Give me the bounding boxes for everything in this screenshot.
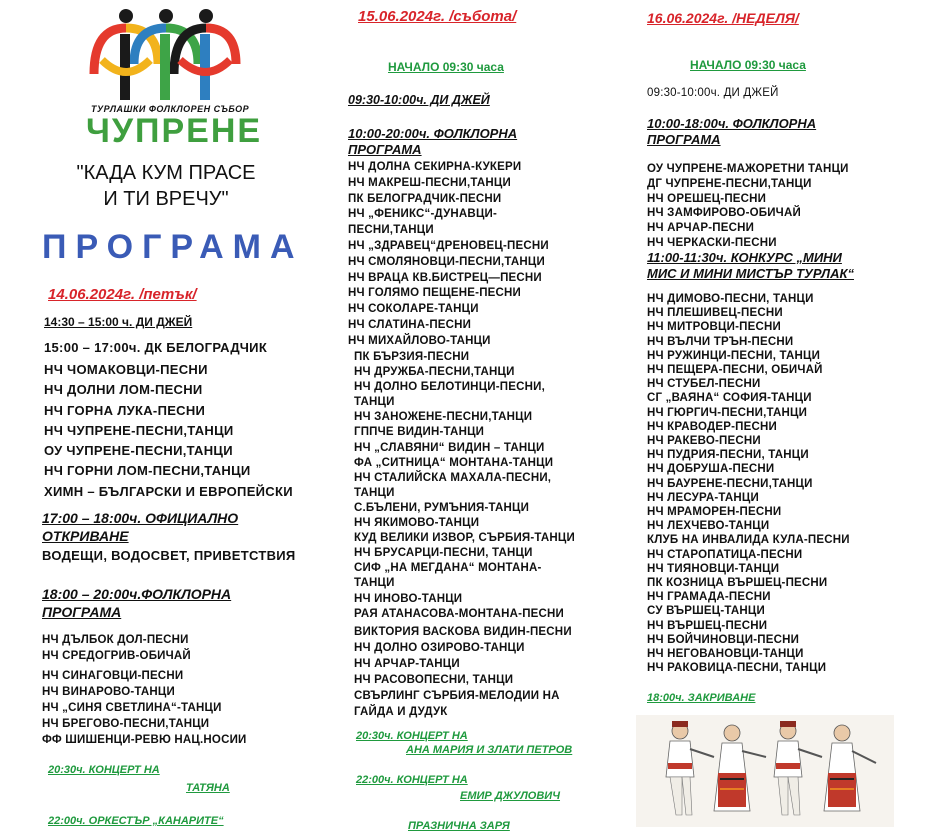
day1-orchestra: 22:00ч. ОРКЕСТЪР „КАНАРИТЕ“ (48, 815, 224, 827)
list-item: НЧ РУЖИНЦИ-ПЕСНИ, ТАНЦИ (647, 349, 821, 362)
folk-dancers-icon (636, 715, 894, 827)
list-item: НЧ БРЕГОВО-ПЕСНИ,ТАНЦИ (42, 718, 210, 730)
list-item: НЧ ПЕЩЕРА-ПЕСНИ, ОБИЧАЙ (647, 364, 823, 377)
program-title: ПРОГРАМА (42, 228, 304, 266)
folk-dancers-illustration (636, 715, 894, 827)
list-item: НЧ ДОБРУША-ПЕСНИ (647, 463, 775, 476)
list-item: НЧ ИНОВО-ТАНЦИ (354, 592, 463, 605)
list-item: НЧ ДОЛНА СЕКИРНА-КУКЕРИ (348, 161, 522, 173)
list-item: НЧ ПЛЕШИВЕЦ-ПЕСНИ (647, 307, 783, 320)
list-item: НЧ СЛАТИНА-ПЕСНИ (348, 318, 472, 331)
list-item: НЧ СТАРОПАТИЦА-ПЕСНИ (647, 548, 803, 561)
list-item: КУД ВЕЛИКИ ИЗВОР, СЪРБИЯ-ТАНЦИ (354, 532, 575, 545)
day1-opening-heading-2: ОТКРИВАНЕ (42, 528, 129, 544)
day3-contest-1: 11:00-11:30ч. КОНКУРС „МИНИ (647, 250, 842, 265)
day1-folk-list-a (42, 632, 191, 664)
list-item: НЧ ДОЛНО ОЗИРОВО-ТАНЦИ (354, 642, 525, 654)
list-item: НЧ ГОРНА ЛУКА-ПЕСНИ (44, 402, 206, 418)
list-item: НЧ ВИНАРОВО-ТАНЦИ (42, 686, 175, 698)
dancers-logo-icon (80, 4, 250, 104)
list-item: НЧ РАКОВИЦА-ПЕСНИ, ТАНЦИ (647, 662, 827, 675)
logo-subtitle: ТУРЛАШКИ ФОЛКЛОРЕН СЪБОР (91, 104, 250, 114)
list-item: НЧ РАКЕВО-ПЕСНИ (647, 435, 761, 448)
day2-folk-heading-1: 10:00-20:00ч. ФОЛКЛОРНА (348, 126, 518, 141)
day2-date: 15.06.2024г. /събота/ (358, 8, 517, 25)
list-item: НЧ ВЪРШЕЦ-ПЕСНИ (647, 619, 768, 632)
list-item: НЧ ДЪЛБОК ДОЛ-ПЕСНИ (42, 634, 189, 646)
day2-concert1-1: 20:30ч. КОНЦЕРТ НА (356, 730, 468, 742)
day3-folk-heading-2: ПРОГРАМА (647, 132, 721, 147)
day2-fireworks: ПРАЗНИЧНА ЗАРЯ (408, 820, 510, 832)
list-item: НЧ ДОЛНИ ЛОМ-ПЕСНИ (44, 382, 203, 398)
list-item: ВИКТОРИЯ ВАСКОВА ВИДИН-ПЕСНИ (354, 626, 572, 638)
list-item: НЧ БРУСАРЦИ-ПЕСНИ, ТАНЦИ (354, 547, 533, 560)
list-item: ПК КОЗНИЦА ВЪРШЕЦ-ПЕСНИ (647, 577, 828, 590)
list-item: НЧ ЗАМФИРОВО-ОБИЧАЙ (647, 207, 801, 220)
list-item: НЧ ГОРНИ ЛОМ-ПЕСНИ,ТАНЦИ (44, 463, 251, 479)
list-item: СГ „ВАЯНА“ СОФИЯ-ТАНЦИ (647, 392, 812, 405)
list-item: ХИМН – БЪЛГАРСКИ И ЕВРОПЕЙСКИ (44, 483, 293, 499)
list-item: НЧ СРЕДОГРИВ-ОБИЧАЙ (42, 650, 191, 662)
day1-folk-list-b (42, 668, 247, 748)
list-item: НЧ МРАМОРЕН-ПЕСНИ (647, 506, 782, 519)
list-item: СИФ „НА МЕГДАНА“ МОНТАНА- (354, 562, 542, 575)
day3-dj: 09:30-10:00ч. ДИ ДЖЕЙ (647, 87, 779, 99)
day2-folk-heading-2: ПРОГРАМА (348, 142, 422, 157)
list-item: НЧ ВРАЦА КВ.БИСТРЕЦ—ПЕСНИ (348, 271, 542, 284)
list-item: НЧ МИХАЙЛОВО-ТАНЦИ (348, 334, 491, 347)
day1-dj: 14:30 – 15:00 ч. ДИ ДЖЕЙ (44, 315, 193, 329)
list-item: НЧ ЧОМАКОВЦИ-ПЕСНИ (44, 362, 208, 377)
day1-opening-desc: ВОДЕЩИ, ВОДОСВЕТ, ПРИВЕТСТВИЯ (42, 548, 296, 563)
list-item: НЧ ЧУПРЕНЕ-ПЕСНИ,ТАНЦИ (44, 422, 234, 438)
list-item: СУ ВЪРШЕЦ-ТАНЦИ (647, 605, 765, 618)
list-item: ФА „СИТНИЦА“ МОНТАНА-ТАНЦИ (354, 456, 554, 469)
list-item: ДГ ЧУПРЕНЕ-ПЕСНИ,ТАНЦИ (647, 177, 812, 190)
list-item: НЧ ОРЕШЕЦ-ПЕСНИ (647, 192, 767, 205)
list-item: НЧ ВЪЛЧИ ТРЪН-ПЕСНИ (647, 335, 794, 348)
list-item: НЧ „СЛАВЯНИ“ ВИДИН – ТАНЦИ (354, 441, 545, 454)
list-item: НЧ СИНАГОВЦИ-ПЕСНИ (42, 670, 184, 682)
list-item: НЧ СТУБЕЛ-ПЕСНИ (647, 378, 761, 391)
day2-list-a (348, 160, 549, 350)
list-item: НЧ СТАЛИЙСКА МАХАЛА-ПЕСНИ, (354, 471, 552, 484)
list-item: НЧ АРЧАР-ТАНЦИ (354, 658, 460, 670)
day3-contest-2: МИС И МИНИ МИСТЪР ТУРЛАК“ (647, 266, 854, 281)
festival-logo (80, 4, 250, 104)
list-item: НЧ НЕГОВАНОВЦИ-ТАНЦИ (647, 648, 804, 661)
list-item: НЧ СОКОЛАРЕ-ТАНЦИ (348, 303, 479, 316)
day2-start: НАЧАЛО 09:30 часа (388, 60, 504, 74)
list-item: НЧ ТИЯНОВЦИ-ТАНЦИ (647, 562, 780, 575)
day3-list-a (647, 162, 849, 251)
list-item: ПЕСНИ,ТАНЦИ (348, 224, 434, 237)
list-item: НЧ РАСОВОПЕСНИ, ТАНЦИ (354, 674, 514, 686)
list-item: НЧ ЯКИМОВО-ТАНЦИ (354, 517, 480, 530)
day2-concert1-2: АНА МАРИЯ И ЗЛАТИ ПЕТРОВ (406, 744, 573, 756)
list-item: ГППЧЕ ВИДИН-ТАНЦИ (354, 426, 485, 439)
list-item: НЧ ГЮРГИЧ-ПЕСНИ,ТАНЦИ (647, 406, 808, 419)
day1-block1-first: 15:00 – 17:00ч. ДК БЕЛОГРАДЧИК (44, 340, 268, 355)
list-item: НЧ ГОЛЯМО ПЕЩЕНЕ-ПЕСНИ (348, 287, 522, 300)
list-item: КЛУБ НА ИНВАЛИДА КУЛА-ПЕСНИ (647, 534, 850, 547)
list-item: НЧ ГРАМАДА-ПЕСНИ (647, 591, 771, 604)
list-item: НЧ „СИНЯ СВЕТЛИНА“-ТАНЦИ (42, 702, 222, 714)
day1-date: 14.06.2024г. /петък/ (48, 286, 197, 303)
list-item: НЧ ЛЕСУРА-ТАНЦИ (647, 491, 759, 504)
list-item: НЧ ДИМОВО-ПЕСНИ, ТАНЦИ (647, 293, 814, 305)
slogan-line-1: "КАДА КУМ ПРАСЕ (76, 162, 256, 184)
list-item: НЧ ЗАНОЖЕНЕ-ПЕСНИ,ТАНЦИ (354, 411, 533, 424)
day2-concert2-1: 22:00ч. КОНЦЕРТ НА (356, 774, 468, 786)
list-item: НЧ ПУДРИЯ-ПЕСНИ, ТАНЦИ (647, 449, 809, 462)
day3-folk-heading-1: 10:00-18:00ч. ФОЛКЛОРНА (647, 116, 817, 131)
list-item: НЧ ДРУЖБА-ПЕСНИ,ТАНЦИ (354, 366, 515, 379)
list-item: НЧ „ЗДРАВЕЦ“ДРЕНОВЕЦ-ПЕСНИ (348, 239, 549, 252)
list-item: ПК БЪРЗИЯ-ПЕСНИ (354, 351, 470, 363)
day1-block1-list (44, 360, 293, 502)
list-item: С.БЪЛЕНИ, РУМЪНИЯ-ТАНЦИ (354, 501, 530, 514)
list-item: НЧ „ФЕНИКС“-ДУНАВЦИ- (348, 208, 498, 221)
day3-date: 16.06.2024г. /НЕДЕЛЯ/ (647, 10, 799, 26)
list-item: РАЯ АТАНАСОВА-МОНТАНА-ПЕСНИ (354, 607, 565, 620)
list-item: ФФ ШИШЕНЦИ-РЕВЮ НАЦ.НОСИИ (42, 734, 247, 746)
list-item: НЧ ЛЕХЧЕВО-ТАНЦИ (647, 520, 770, 533)
day1-concert-2: ТАТЯНА (186, 782, 230, 794)
list-item: НЧ МИТРОВЦИ-ПЕСНИ (647, 321, 781, 334)
list-item: НЧ АРЧАР-ПЕСНИ (647, 222, 755, 235)
list-item: НЧ МАКРЕШ-ПЕСНИ,ТАНЦИ (348, 176, 511, 189)
day2-list-c (354, 624, 572, 720)
day2-concert2-2: ЕМИР ДЖУЛОВИЧ (460, 790, 561, 802)
day3-closing: 18:00ч. ЗАКРИВАНЕ (647, 692, 756, 704)
day3-start: НАЧАЛО 09:30 часа (690, 58, 806, 72)
day2-list-b (354, 350, 575, 622)
list-item: СВЪРЛИНГ СЪРБИЯ-МЕЛОДИИ НА (354, 690, 560, 702)
logo-title: ЧУПРЕНЕ (86, 112, 263, 150)
day1-opening-heading-1: 17:00 – 18:00ч. ОФИЦИАЛНО (42, 510, 239, 526)
day1-folk-heading-2: ПРОГРАМА (42, 604, 122, 620)
list-item: НЧ ДОЛНО БЕЛОТИНЦИ-ПЕСНИ, (354, 381, 545, 394)
day3-list-b (647, 292, 850, 675)
day1-concert-1: 20:30ч. КОНЦЕРТ НА (48, 764, 160, 776)
list-item: ТАНЦИ (354, 486, 395, 499)
day2-dj: 09:30-10:00ч. ДИ ДЖЕЙ (348, 93, 490, 107)
slogan-line-2: И ТИ ВРЕЧУ" (103, 188, 229, 210)
list-item: ПК БЕЛОГРАДЧИК-ПЕСНИ (348, 192, 502, 205)
list-item: НЧ КРАВОДЕР-ПЕСНИ (647, 420, 777, 433)
list-item: ТАНЦИ (354, 577, 395, 590)
list-item: НЧ СМОЛЯНОВЦИ-ПЕСНИ,ТАНЦИ (348, 255, 545, 268)
list-item: ГАЙДА И ДУДУК (354, 706, 448, 718)
list-item: ТАНЦИ (354, 396, 395, 409)
list-item: ОУ ЧУПРЕНЕ-ПЕСНИ,ТАНЦИ (44, 443, 233, 459)
list-item: НЧ БОЙЧИНОВЦИ-ПЕСНИ (647, 633, 800, 646)
list-item: ОУ ЧУПРЕНЕ-МАЖОРЕТНИ ТАНЦИ (647, 163, 849, 175)
day1-folk-heading-1: 18:00 – 20:00ч.ФОЛКЛОРНА (42, 586, 232, 602)
list-item: НЧ БАУРЕНЕ-ПЕСНИ,ТАНЦИ (647, 477, 813, 490)
list-item: НЧ ЧЕРКАСКИ-ПЕСНИ (647, 236, 777, 249)
